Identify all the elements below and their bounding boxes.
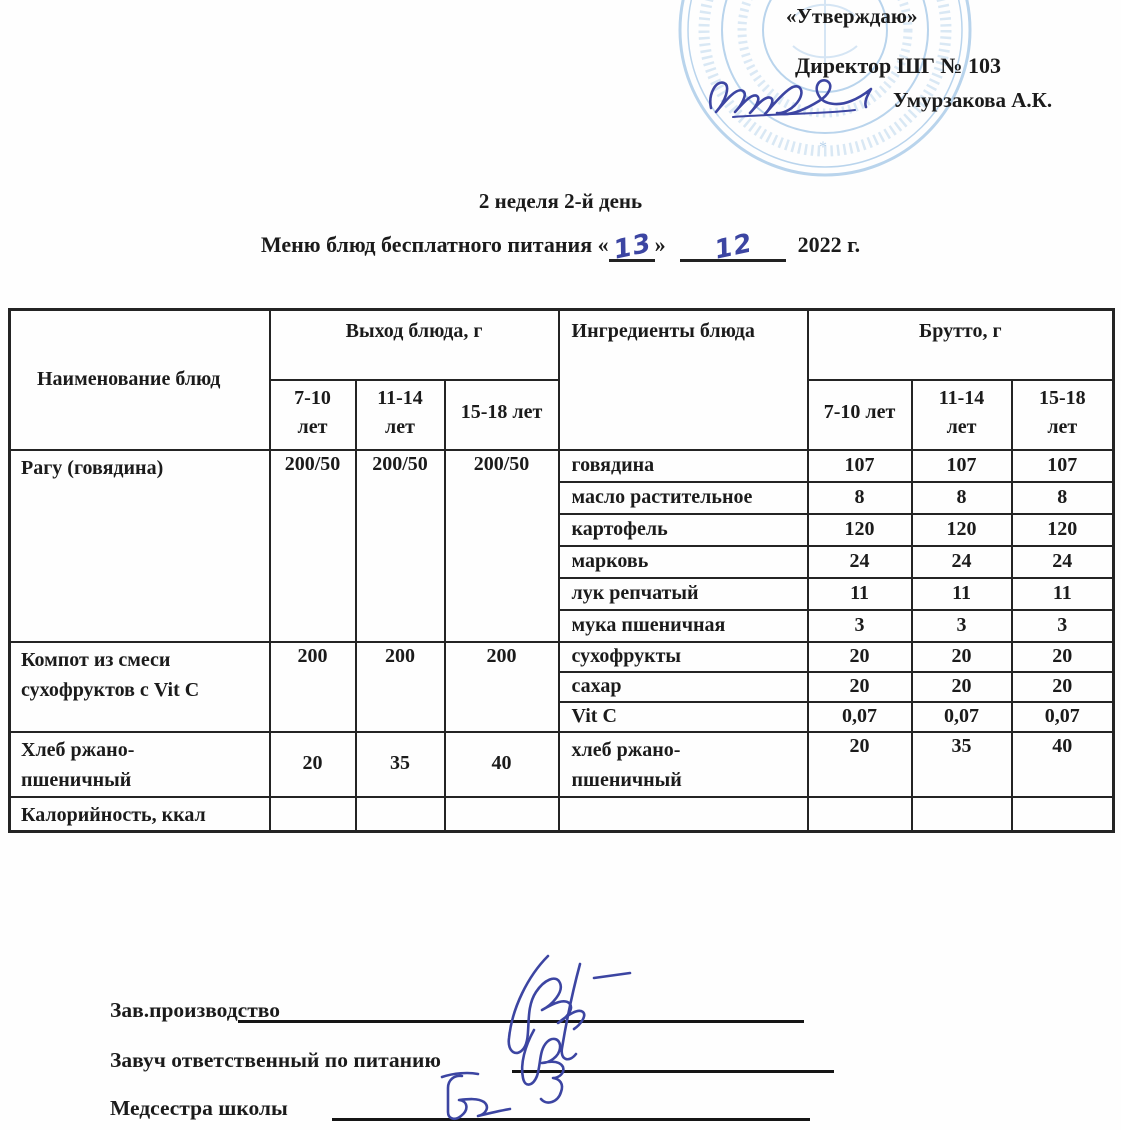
output-value-cell: 200: [445, 642, 559, 732]
output-value-cell: 200: [270, 642, 356, 732]
header-age-11-14: 11-14 лет: [912, 380, 1012, 450]
table-row: [10, 450, 1114, 482]
header-ingredients: Ингредиенты блюда: [559, 310, 808, 450]
brutto-value-cell: 11: [1012, 578, 1114, 610]
ingredient-name-cell: сухофрукты: [559, 642, 808, 672]
brutto-value-cell: 8: [912, 482, 1012, 514]
brutto-value-cell: 20: [1012, 642, 1114, 672]
year-label: 2022 г.: [797, 232, 861, 257]
ingredient-name-cell: лук репчатый: [559, 578, 808, 610]
output-value-cell: 20: [270, 732, 356, 797]
header-age-7-10: 7-10 лет: [808, 380, 912, 450]
table-header-row: [10, 310, 1114, 380]
header-age-15-18: 15-18 лет: [1012, 380, 1114, 450]
date-day-blank: [609, 228, 655, 266]
brutto-value-cell: 20: [808, 672, 912, 702]
menu-title-line: [0, 228, 1121, 266]
brutto-value-cell: 107: [1012, 450, 1114, 482]
output-value-cell: [356, 797, 445, 832]
ingredient-name-cell: хлеб ржано-пшеничный: [559, 732, 808, 797]
zav-proizvodstvo-label: Зав.производство: [110, 998, 280, 1022]
ingredient-name-cell: говядина: [559, 450, 808, 482]
header-dish-name: Наименование блюд: [10, 310, 270, 450]
header-age-7-10: 7-10 лет: [270, 380, 356, 450]
brutto-value-cell: 40: [1012, 732, 1114, 797]
menu-table-body: [10, 450, 1114, 832]
dish-name-cell: Рагу (говядина): [10, 450, 270, 642]
week-day-title: 2 неделя 2-й день: [478, 189, 643, 213]
output-value-cell: 200/50: [445, 450, 559, 642]
approve-label: «Утверждаю»: [786, 4, 918, 28]
brutto-value-cell: 120: [1012, 514, 1114, 546]
director-name: Умурзакова А.К.: [893, 88, 1053, 112]
brutto-value-cell: 20: [1012, 672, 1114, 702]
dish-name-cell: Компот из смеси сухофруктов с Vit C: [10, 642, 270, 732]
table-row: [10, 732, 1114, 797]
medsestra-label: Медсестра школы: [110, 1096, 288, 1120]
brutto-value-cell: 3: [1012, 610, 1114, 642]
brutto-value-cell: [808, 797, 912, 832]
brutto-value-cell: [1012, 797, 1114, 832]
header-output-group: Выход блюда, г: [270, 310, 559, 380]
brutto-value-cell: 107: [808, 450, 912, 482]
ingredient-name-cell: масло растительное: [559, 482, 808, 514]
output-value-cell: [270, 797, 356, 832]
output-value-cell: [445, 797, 559, 832]
brutto-value-cell: 3: [808, 610, 912, 642]
dish-name-cell: Хлеб ржано-пшеничный: [10, 732, 270, 797]
dish-name-cell: Калорийность, ккал: [10, 797, 270, 832]
output-value-cell: 200/50: [356, 450, 445, 642]
director-title: Директор ШГ № 103: [795, 53, 1002, 78]
output-value-cell: 35: [356, 732, 445, 797]
brutto-value-cell: 107: [912, 450, 1012, 482]
brutto-value-cell: 0,07: [808, 702, 912, 732]
stamp-star-icon: *: [819, 139, 827, 156]
menu-title-prefix: Меню блюд бесплатного питания «: [260, 232, 609, 257]
output-value-cell: 200/50: [270, 450, 356, 642]
ingredient-name-cell: сахар: [559, 672, 808, 702]
ingredient-name-cell: марковь: [559, 546, 808, 578]
header-age-15-18: 15-18 лет: [445, 380, 559, 450]
ingredient-name-cell: мука пшеничная: [559, 610, 808, 642]
ingredient-name-cell: [559, 797, 808, 832]
brutto-value-cell: 24: [808, 546, 912, 578]
brutto-value-cell: [912, 797, 1012, 832]
output-value-cell: 200: [356, 642, 445, 732]
zavuch-pitanie-label: Завуч ответственный по питанию: [110, 1048, 441, 1072]
output-value-cell: 40: [445, 732, 559, 797]
brutto-value-cell: 11: [912, 578, 1012, 610]
handwritten-day: 13: [610, 228, 655, 266]
brutto-value-cell: 0,07: [912, 702, 1012, 732]
table-row: [10, 642, 1114, 672]
brutto-value-cell: 120: [808, 514, 912, 546]
brutto-value-cell: 8: [1012, 482, 1114, 514]
brutto-value-cell: 20: [808, 642, 912, 672]
brutto-value-cell: 8: [808, 482, 912, 514]
brutto-value-cell: 24: [1012, 546, 1114, 578]
brutto-value-cell: 11: [808, 578, 912, 610]
header-age-11-14: 11-14 лет: [356, 380, 445, 450]
table-row: [10, 797, 1114, 832]
handwritten-month: 12: [711, 228, 756, 266]
close-quote: »: [654, 232, 666, 257]
date-month-blank: [680, 228, 786, 266]
ingredient-name-cell: Vit C: [559, 702, 808, 732]
medsestra-signature: [420, 1068, 530, 1130]
ingredient-name-cell: картофель: [559, 514, 808, 546]
brutto-value-cell: 3: [912, 610, 1012, 642]
brutto-value-cell: 20: [912, 642, 1012, 672]
brutto-value-cell: 20: [808, 732, 912, 797]
menu-table: [8, 308, 1115, 833]
brutto-value-cell: 24: [912, 546, 1012, 578]
brutto-value-cell: 0,07: [1012, 702, 1114, 732]
brutto-value-cell: 35: [912, 732, 1012, 797]
brutto-value-cell: 120: [912, 514, 1012, 546]
header-brutto-group: Брутто, г: [808, 310, 1114, 380]
medsestra-signature-line: [332, 1118, 810, 1121]
brutto-value-cell: 20: [912, 672, 1012, 702]
